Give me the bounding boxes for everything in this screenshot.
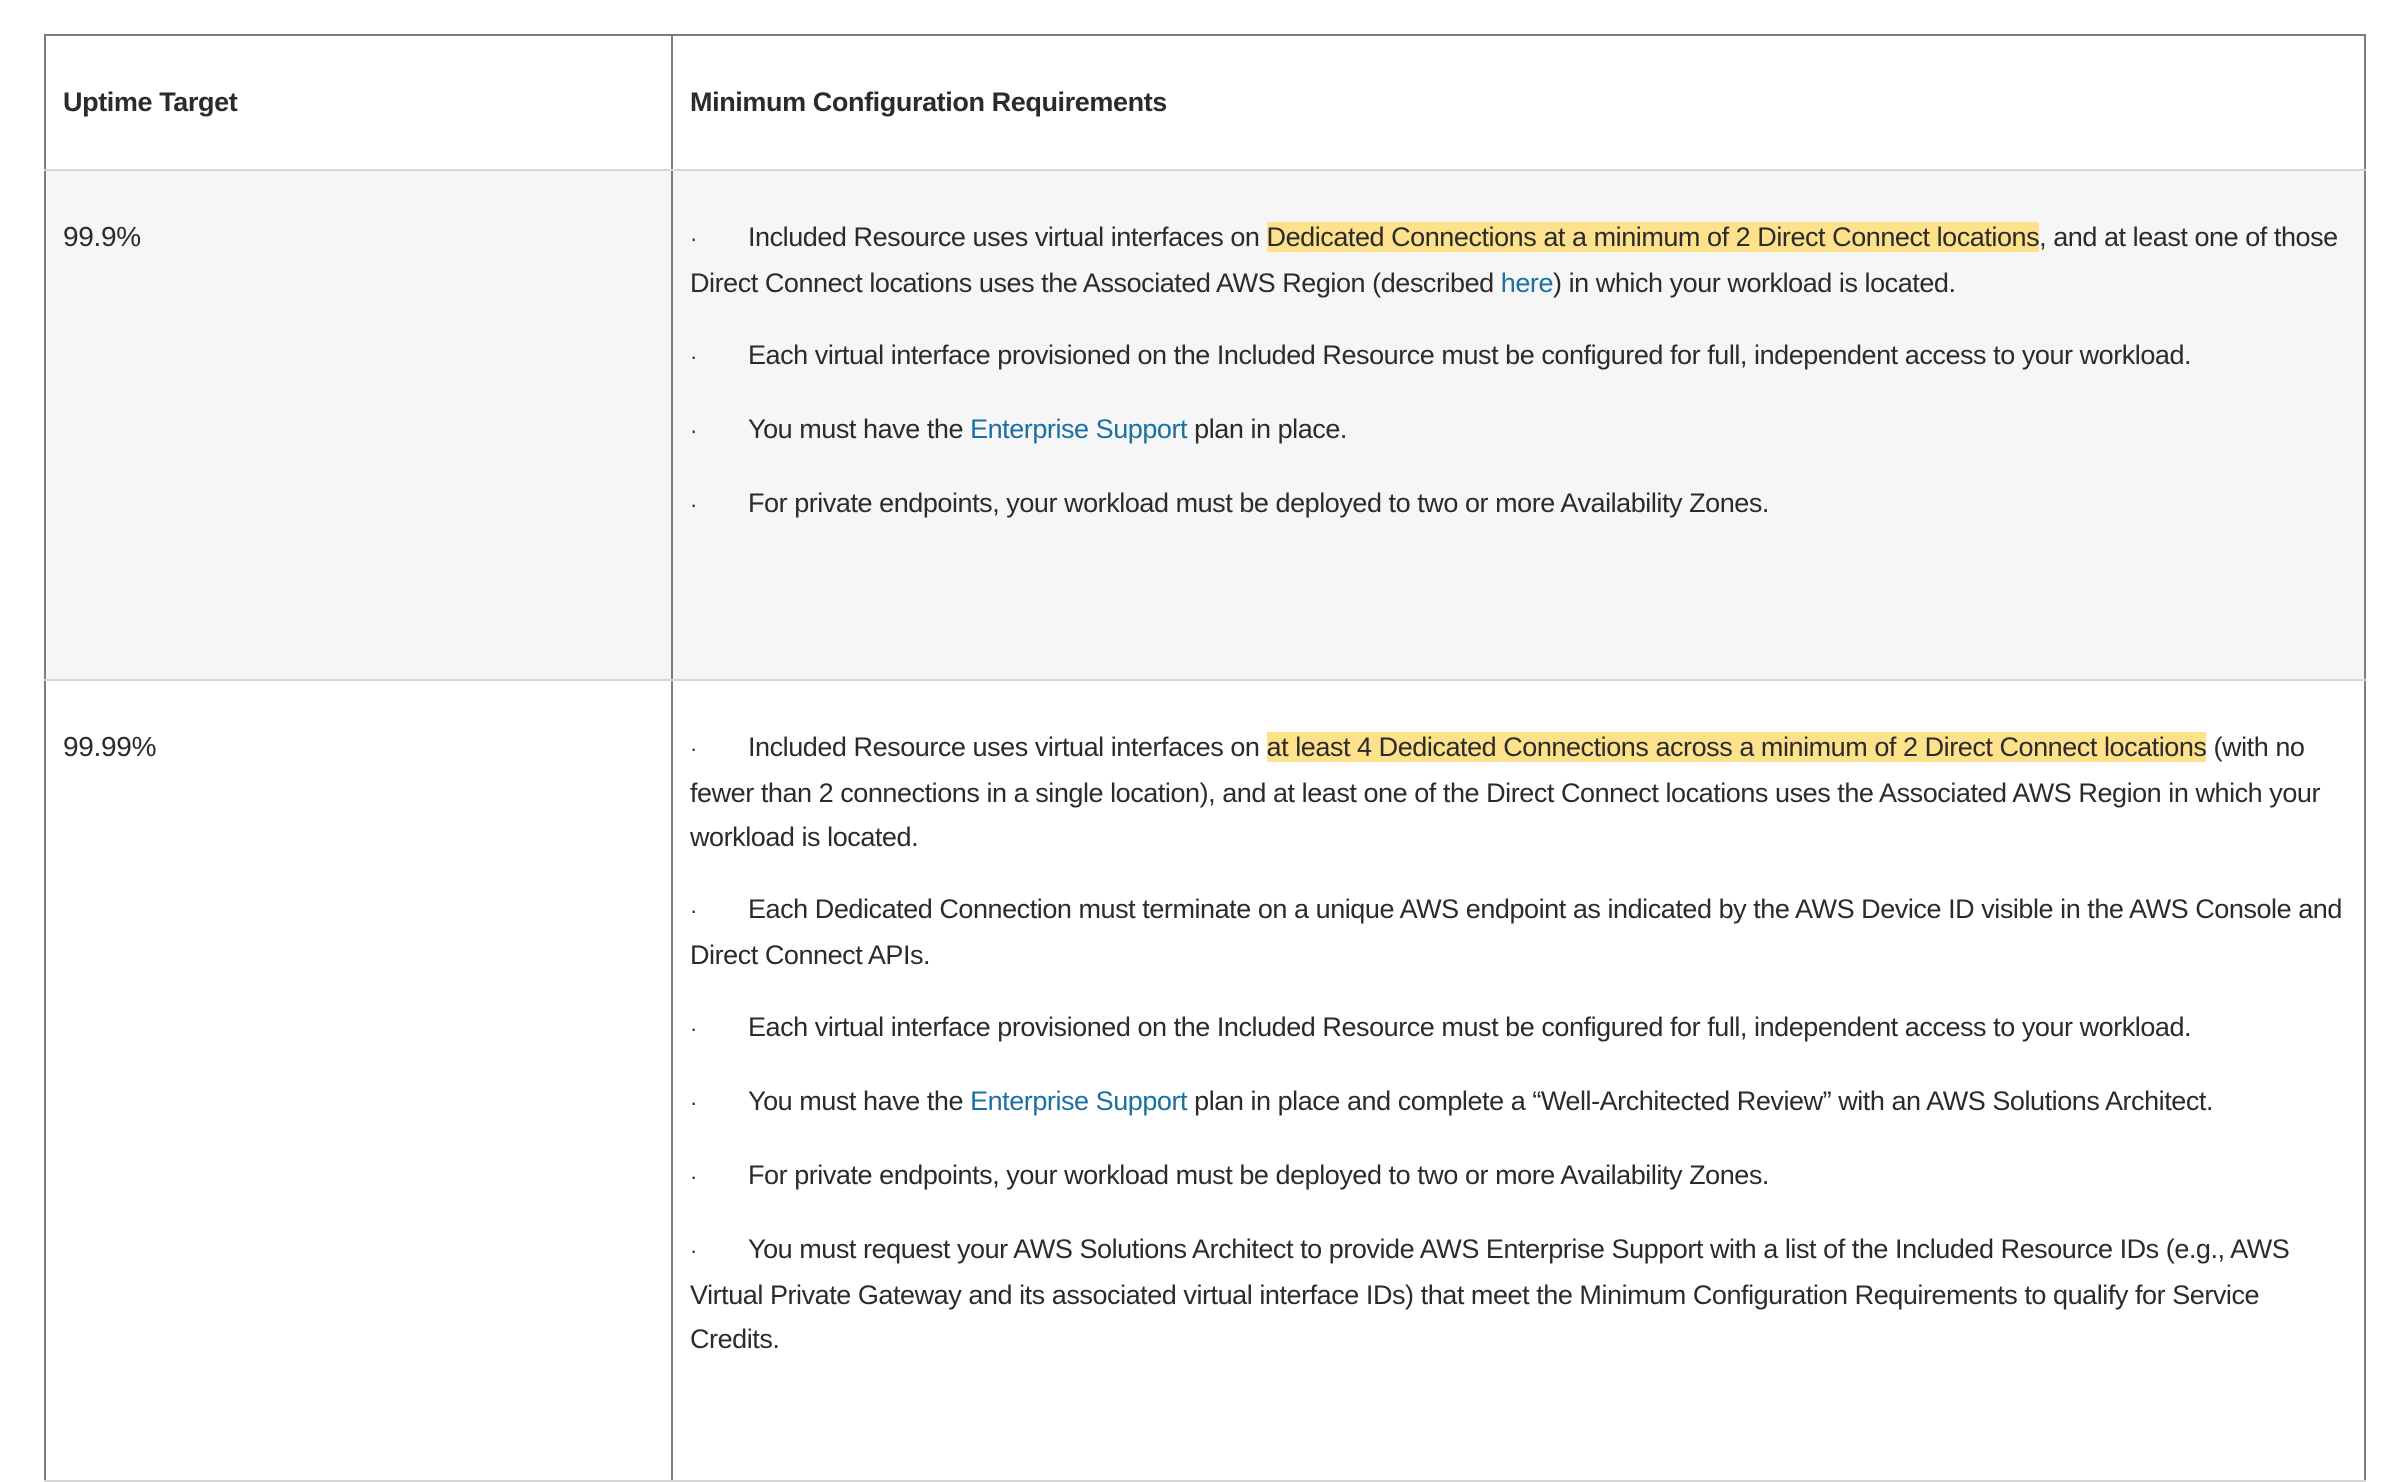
column-header-uptime-target: Uptime Target	[45, 35, 672, 170]
bullet-dot-icon: ·	[690, 898, 697, 923]
requirement-text: You must have the	[748, 1086, 971, 1116]
table-row-99-99	[45, 680, 2365, 1481]
requirement-text: Included Resource uses virtual interfaces on	[748, 222, 1267, 252]
highlighted-text: at least 4 Dedicated Connections across a minimum of 2 Direct Connect locations	[1266, 732, 2207, 762]
requirement-text: (with no fewer than 2 connections in a single location), and at least one of the Direct Connect locations uses the Associated AWS Region in which your workload is located.	[690, 732, 2321, 852]
requirement-text: You must have the	[748, 414, 971, 444]
requirements-cell	[672, 170, 2365, 680]
table-row-99-9	[45, 170, 2365, 680]
requirement-text: Each Dedicated Connection must terminate on a unique AWS endpoint as indicated by the AWS Device ID visible in the AWS Console and Direct Connect APIs.	[690, 894, 2342, 970]
requirement-item	[690, 1005, 2348, 1051]
requirements-cell	[672, 680, 2365, 1481]
uptime-target-cell: 99.9%	[45, 170, 672, 680]
requirement-text: plan in place.	[1187, 414, 1347, 444]
requirement-text: Each virtual interface provisioned on the Included Resource must be configured for full, independent access to your workload.	[748, 340, 2192, 370]
requirements-list	[690, 215, 2348, 527]
requirement-text: Each virtual interface provisioned on the Included Resource must be configured for full, independent access to your workload.	[748, 1012, 2192, 1042]
bullet-dot-icon: ·	[690, 1016, 697, 1041]
requirement-text: For private endpoints, your workload must be deployed to two or more Availability Zones.	[748, 488, 1769, 518]
requirement-text: You must request your AWS Solutions Architect to provide AWS Enterprise Support with a list of the Included Resource IDs (e.g., AWS Virtual Private Gateway and its associated virtual interface IDs) that meet the Minimum Configuration Requirements to qualify for Service Credits.	[690, 1234, 2290, 1354]
requirement-text: ) in which your workload is located.	[1553, 268, 1956, 298]
bullet-dot-icon: ·	[690, 418, 697, 443]
requirement-item	[690, 887, 2348, 977]
requirement-item	[690, 407, 2348, 453]
table-header-row	[45, 35, 2365, 170]
enterprise-support-link[interactable]: Enterprise Support	[970, 1086, 1188, 1116]
requirement-item	[690, 1079, 2348, 1125]
requirement-text: plan in place and complete a “Well-Architected Review” with an AWS Solutions Architect.	[1187, 1086, 2213, 1116]
bullet-dot-icon: ·	[690, 226, 697, 251]
bullet-dot-icon: ·	[690, 1090, 697, 1115]
enterprise-support-link[interactable]: Enterprise Support	[970, 414, 1188, 444]
highlighted-text: Dedicated Connections at a minimum of 2 Direct Connect locations	[1266, 222, 2040, 252]
uptime-requirements-table	[44, 34, 2366, 1482]
requirement-item	[690, 333, 2348, 379]
region-here-link[interactable]: here	[1500, 268, 1554, 298]
requirement-item	[690, 215, 2348, 305]
uptime-target-cell: 99.99%	[45, 680, 672, 1481]
requirement-item	[690, 481, 2348, 527]
bullet-dot-icon: ·	[690, 1238, 697, 1263]
bullet-dot-icon: ·	[690, 492, 697, 517]
requirement-text: For private endpoints, your workload must be deployed to two or more Availability Zones.	[748, 1160, 1769, 1190]
requirement-text: , and at least one of those Direct Connect locations uses the Associated AWS Region (described	[690, 222, 2338, 298]
column-header-minimum-configuration-requirements: Minimum Configuration Requirements	[672, 35, 2365, 170]
bullet-dot-icon: ·	[690, 344, 697, 369]
requirement-item	[690, 1227, 2348, 1361]
bullet-dot-icon: ·	[690, 1164, 697, 1189]
requirements-list	[690, 725, 2348, 1361]
requirement-item	[690, 1153, 2348, 1199]
bullet-dot-icon: ·	[690, 736, 697, 761]
requirement-text: Included Resource uses virtual interfaces on	[748, 732, 1267, 762]
requirement-item	[690, 725, 2348, 859]
